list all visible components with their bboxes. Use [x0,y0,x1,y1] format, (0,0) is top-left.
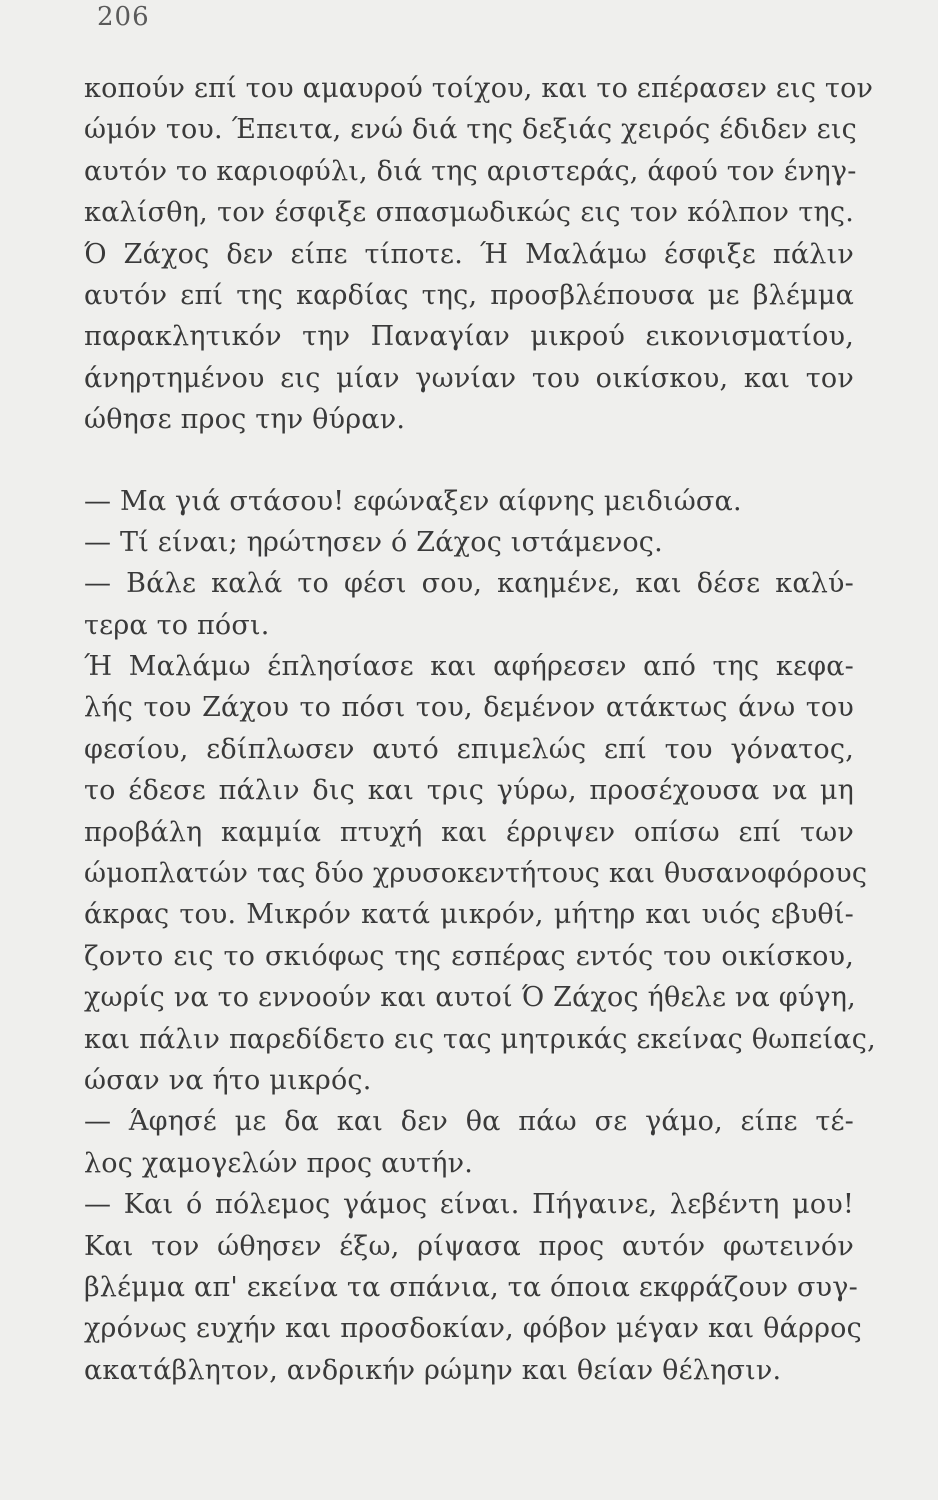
text-line: λής του Ζάχου το πόσι του, δεμένον ατάκτως άνω του [84,692,854,724]
text-line: κοπούν επί του αμαυρού τοίχου, και το επέρασεν εις τον [84,73,874,104]
text-line: άκρας του. Μικρόν κατά μικρόν, μήτηρ και υιός εβυθί- [84,899,854,931]
text-line: Και τον ώθησεν έξω, ρίψασα προς αυτόν φωτεινόν [84,1230,854,1262]
text-line: αυτόν το καριοφύλι, διά της αριστεράς, άφού τον ένηγ- [84,155,857,187]
text-line: άνηρτημένου εις μίαν γωνίαν του οικίσκου, και τον [84,362,854,394]
text-line: ζοντο εις το σκιόφως της εσπέρας εντός του οικίσκου, [84,940,854,972]
text-line: Ή Μαλάμω έπλησίασε και αφήρεσεν από της κεφα- [84,651,854,683]
text-line: καλίσθη, τον έσφιξε σπασμωδικώς εις τον κόλπον της. [84,197,854,229]
text-line: ώσαν να ήτο μικρός. [84,1064,372,1096]
text-line: τερα το πόσι. [84,609,270,641]
text-line: — Τί είναι; ηρώτησεν ό Ζάχος ιστάμενος. [84,526,663,558]
text-line: — Βάλε καλά το φέσι σου, καημένε, και δέσε καλύ- [84,568,854,600]
section-gap [84,441,854,481]
text-line: ώμόν του. Έπειτα, ενώ διά της δεξιάς χειρός έδιδεν εις [84,114,857,146]
paragraph-group-2 [84,481,876,1392]
page-number: 206 [97,2,150,32]
paragraph-group-1 [84,68,874,441]
text-line: — Και ό πόλεμος γάμος είναι. Πήγαινε, λεβέντη μου! [84,1189,854,1221]
text-line: παρακλητικόν την Παναγίαν μικρού εικονισματίου, [84,321,854,353]
text-line: βλέμμα απ' εκείνα τα σπάνια, τα όποια εκφράζουν συγ- [84,1271,858,1303]
text-line: ώθησε προς την θύραν. [84,404,406,436]
text-line: — Μα γιά στάσου! εφώναξεν αίφνης μειδιώσα. [84,485,742,517]
text-line: αυτόν επί της καρδίας της, προσβλέπουσα με βλέμμα [84,279,854,311]
text-line: ώμοπλατών τας δύο χρυσοκεντήτους και θυσανοφόρους [84,858,868,890]
text-line: χρόνως ευχήν και προσδοκίαν, φόβον μέγαν και θάρρος [84,1313,862,1345]
text-line: προβάλη καμμία πτυχή και έρριψεν οπίσω επί των [84,816,854,848]
text-line: το έδεσε πάλιν δις και τρις γύρω, προσέχουσα να μη [84,775,854,807]
text-line: φεσίου, εδίπλωσεν αυτό επιμελώς επί του γόνατος, [84,733,854,765]
text-line: ακατάβλητον, ανδρικήν ρώμην και θείαν θέλησιν. [84,1354,782,1386]
text-line: χωρίς να το εννοούν και αυτοί Ό Ζάχος ήθελε να φύγη, [84,982,856,1014]
text-line: και πάλιν παρεδίδετο εις τας μητρικάς εκείνας θωπείας, [84,1023,876,1055]
text-line: — Άφησέ με δα και δεν θα πάω σε γάμο, είπε τέ- [84,1106,854,1138]
text-line: λος χαμογελών προς αυτήν. [84,1147,474,1179]
text-line: Ό Ζάχος δεν είπε τίποτε. Ή Μαλάμω έσφιξε πάλιν [84,238,854,270]
page-body [84,68,876,1391]
